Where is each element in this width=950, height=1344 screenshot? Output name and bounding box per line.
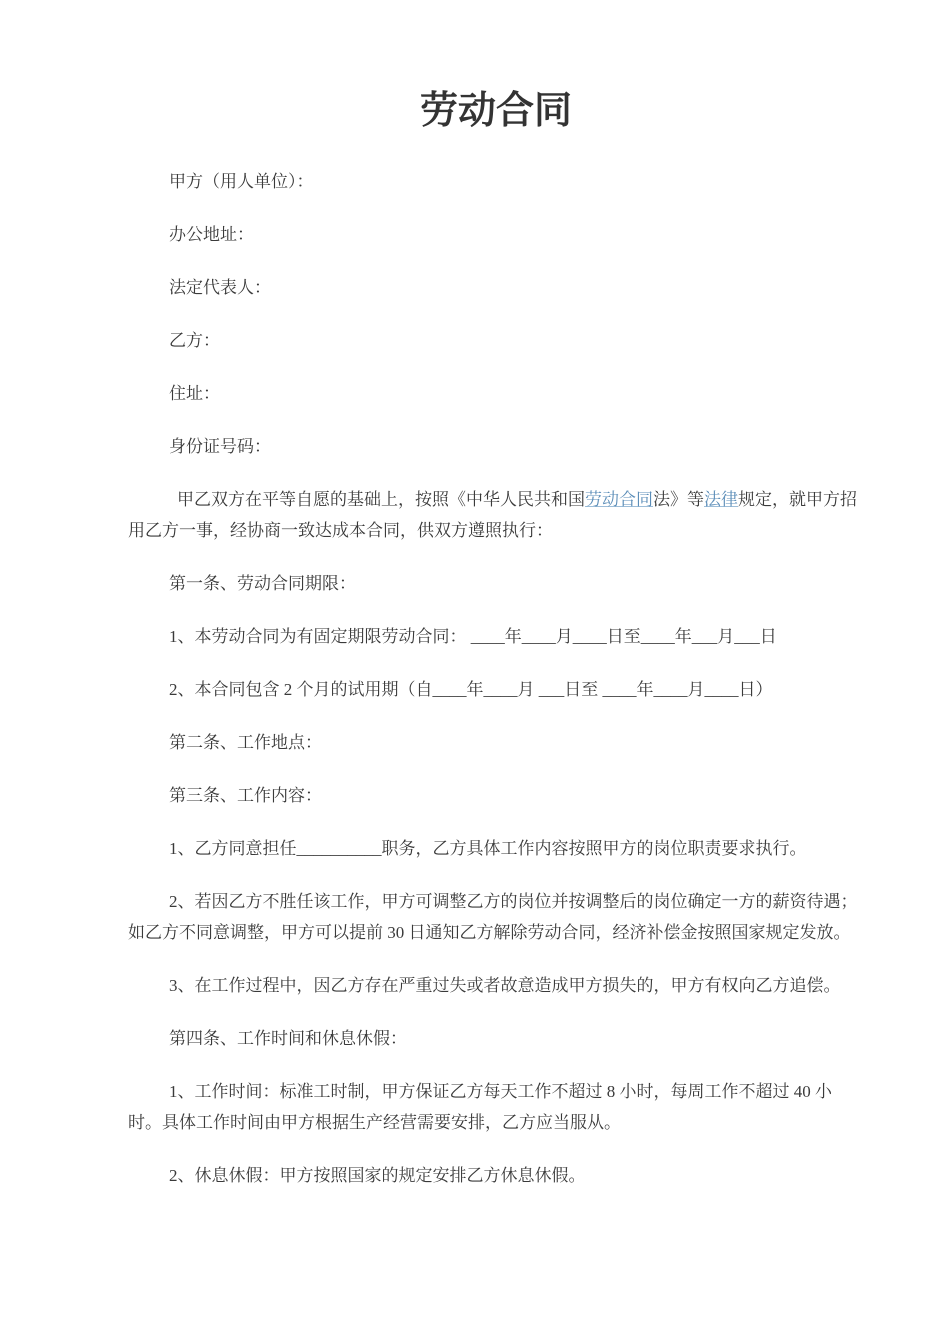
- intro-text-mid: 法》等: [653, 490, 704, 509]
- field-id-number: 身份证号码：: [169, 437, 271, 456]
- article-3-item-3: 3、在工作过程中，因乙方存在严重过失或者故意造成甲方损失的，甲方有权向乙方追偿。: [169, 976, 841, 995]
- field-office-address: 办公地址：: [169, 225, 254, 244]
- field-party-a: 甲方（用人单位）：: [169, 172, 314, 191]
- labor-contract-law-link[interactable]: 劳动合同: [585, 490, 653, 509]
- article-3-header: 第三条、工作内容：: [169, 786, 322, 805]
- article-1-item-2: 2、本合同包含 2 个月的试用期（自____年____月 ___日至 ____年____月____日）: [169, 680, 773, 699]
- article-4-item-2: 2、休息休假：甲方按照国家的规定安排乙方休息休假。: [169, 1166, 586, 1185]
- article-3-item-1: 1、乙方同意担任__________职务，乙方具体工作内容按照甲方的岗位职责要求执行。: [169, 839, 807, 858]
- article-4-item-1: 1、工作时间：标准工时制，甲方保证乙方每天工作不超过 8 小时，每周工作不超过 40 小时。具体工作时间由甲方根据生产经营需要安排，乙方应当服从。: [128, 1082, 832, 1132]
- intro-paragraph: [128, 484, 864, 546]
- law-link[interactable]: 法律: [704, 490, 738, 509]
- article-1-header: 第一条、劳动合同期限：: [169, 574, 356, 593]
- field-legal-representative: 法定代表人：: [169, 278, 271, 297]
- article-4-header: 第四条、工作时间和休息休假：: [169, 1029, 407, 1048]
- field-party-b: 乙方：: [169, 331, 220, 350]
- article-2-header: 第二条、工作地点：: [169, 733, 322, 752]
- page-title: 劳动合同: [419, 90, 572, 132]
- intro-text-pre: 甲乙双方在平等自愿的基础上，按照《中华人民共和国: [177, 490, 585, 509]
- intro-text-post: 规定，就甲方招用乙方一事，经协商一致达成本合同，供双方遵照执行：: [128, 490, 857, 540]
- field-residence-address: 住址：: [169, 384, 220, 403]
- article-1-item-1: 1、本劳动合同为有固定期限劳动合同： ____年____月____日至____年___月___日: [169, 627, 777, 646]
- article-3-item-2: 2、若因乙方不胜任该工作，甲方可调整乙方的岗位并按调整后的岗位确定一方的薪资待遇；如乙方不同意调整，甲方可以提前 30 日通知乙方解除劳动合同，经济补偿金按照国家规定发放。: [128, 892, 858, 942]
